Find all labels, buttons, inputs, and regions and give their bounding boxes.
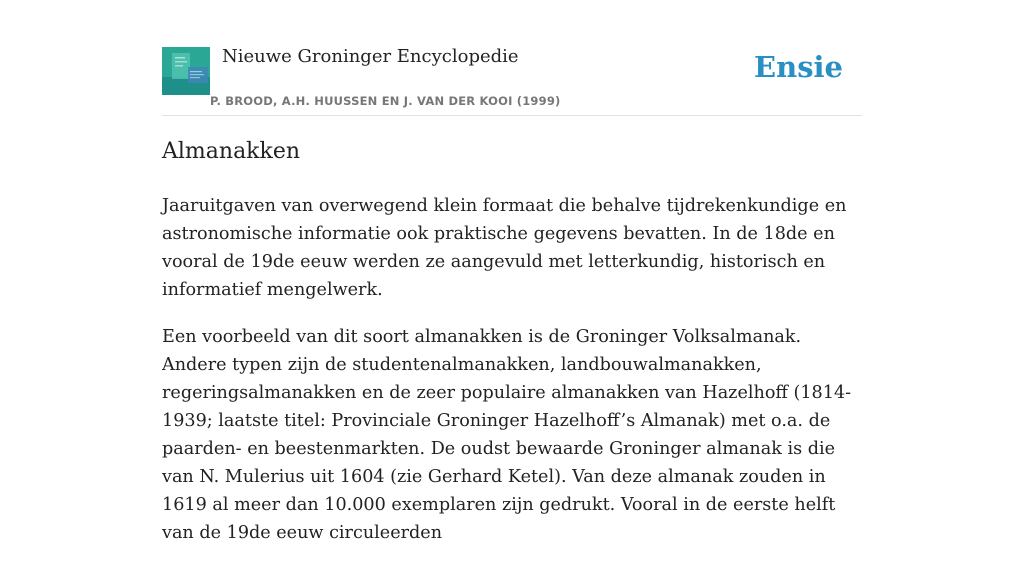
page	[162, 0, 862, 543]
book-authors: P. BROOD, A.H. HUUSSEN EN J. VAN DER KOOI (1999)	[210, 94, 561, 108]
book-cover-icon	[162, 47, 210, 95]
entry-title: Almanakken	[162, 139, 301, 164]
header	[162, 0, 862, 116]
brand-logo[interactable]: Ensie	[754, 50, 843, 84]
entry-paragraph: Jaaruitgaven van overwegend klein formaat die behalve tijdrekenkundige en astronomische informatie ook praktische gegevens bevatten. In de 18de en vooral de 19de eeuw werden ze aangevuld met letterkundig, historisch en informatief mengelwerk.	[162, 196, 847, 300]
entry-body	[162, 192, 862, 566]
book-title[interactable]: Nieuwe Groninger Encyclopedie	[222, 46, 519, 67]
entry-paragraph: Een voorbeeld van dit soort almanakken is de Groninger Volksalmanak. Andere typen zijn de studentenalmanakken, landbouwalmanakken, regeringsalmanakken en de zeer populaire almanakken van Hazelhoff (1814-1939; laatste titel: Provinciale Groninger Hazelhoff’s Almanak) met o.a. de paarden- en beestenmarkten. De oudst bewaarde Groninger almanak is die van N. Mulerius uit 1604 (zie Gerhard Ketel). Van deze almanak zouden in 1619 al meer dan 10.000 exemplaren zijn gedrukt. Vooral in de eerste helft van de 19de eeuw circuleerden	[162, 327, 852, 543]
book-cover-image[interactable]	[162, 47, 210, 95]
